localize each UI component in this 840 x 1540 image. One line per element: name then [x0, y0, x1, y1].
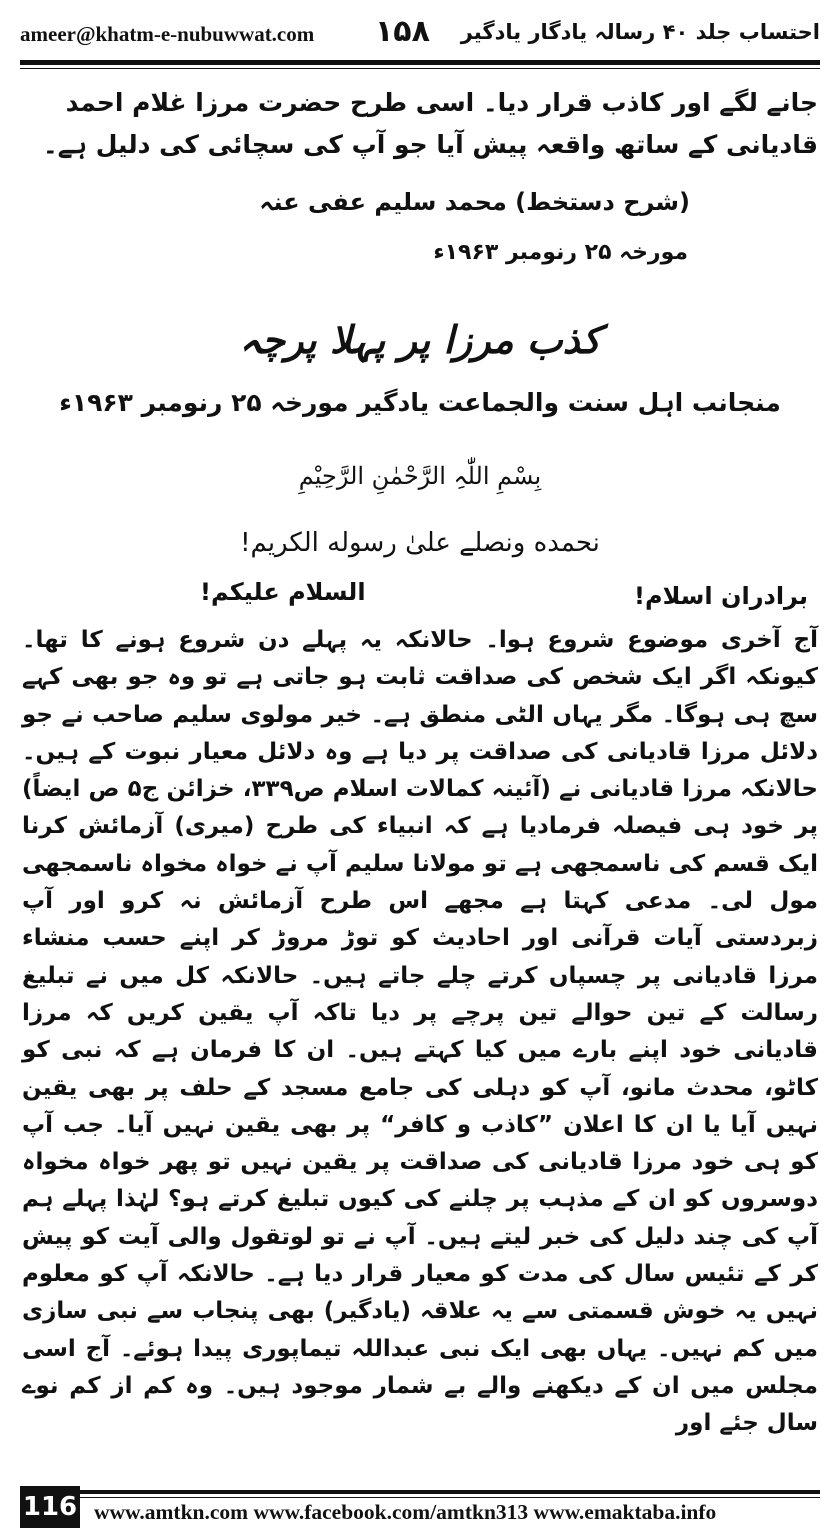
intro-paragraph: جانے لگے اور کاذب قرار دیا۔ اسی طرح حضرت مرزا غلام احمد قادیانی کے ساتھ واقعہ پیش آیا جو آپ کی سچائی کی دلیل ہے۔	[43, 88, 818, 159]
footer-rule-thin	[80, 1497, 820, 1498]
footer-rule-thick	[80, 1490, 820, 1494]
greeting-brothers: برادران اسلام!	[634, 582, 808, 610]
signature-date: مورخہ ۲۵ رنومبر ۱۹۶۳ء	[433, 240, 688, 265]
footer-urls[interactable]: www.amtkn.com www.facebook.com/amtkn313 www.emaktaba.info	[94, 1500, 717, 1524]
greeting-salam: السلام علیکم!	[200, 578, 366, 606]
header-email[interactable]: ameer@khatm-e-nubuwwat.com	[20, 22, 315, 46]
page-footer	[20, 1486, 820, 1528]
signature-line: (شرح دستخط) محمد سلیم عفی عنہ	[259, 188, 690, 216]
section-subtitle: منجانب اہل سنت والجماعت یادگیر مورخہ ۲۵ رنومبر ۱۹۶۳ء	[59, 388, 781, 417]
header-book-title: احتساب جلد ۴۰ رسالہ یادگار یادگیر	[460, 20, 820, 44]
section-title: کذب مرزا پر پہلا پرچہ	[239, 318, 601, 362]
header-rule-thin	[20, 68, 820, 69]
hamd-line: نحمده ونصلے علیٰ رسوله الکریم!	[240, 528, 600, 558]
header-page-number: ۱۵۸	[375, 14, 430, 49]
footer-page-number: 116	[20, 1486, 80, 1528]
bismillah: بِسْمِ اللّٰہِ الرَّحْمٰنِ الرَّحِیْمِ	[298, 462, 542, 490]
page-header	[20, 14, 820, 54]
body-paragraph: آج آخری موضوع شروع ہوا۔ حالانکہ یہ پہلے دن شروع ہونے کا تھا۔ کیونکہ اگر ایک شخص کی صداقت ثابت ہو جاتی ہے تو وہ جو بھی کہے سچ ہی ہوگا۔ مگر یہاں الٹی منطق ہے۔ خیر مولوی سلیم صاحب نے جو دلائل مرزا قادیانی کی صداقت پر دیا ہے وہ دلائل معیار نبوت کے ہیں۔ حالانکہ مرزا قادیانی نے (آئینہ کمالات اسلام ص۳۳۹، خزائن ج۵ ص ایضاً) پر خود ہی فیصلہ فرمادیا ہے کہ انبیاء کی طرح (میری) آزمائش کرنا ایک قسم کی ناسمجھی ہے تو مولانا سلیم آپ نے خواہ مخواہ ناسمجھی مول لی۔ مدعی کہتا ہے مجھے اس طرح آزمائش نہ کرو اور آپ زبردستی آیات قرآنی اور احادیث کو توڑ مروڑ کر اپنے حسب منشاء مرزا قادیانی پر چسپاں کرتے چلے جاتے ہیں۔ حالانکہ کل میں نے تبلیغ رسالت کے تین حوالے تین پرچے پر دیا تاکہ آپ یقین کریں کہ مرزا قادیانی خود اپنے بارے میں کیا کہتے ہیں۔ ان کا فرمان ہے کہ نبی کو کاٹو، محدث مانو، آپ کو دہلی کی جامع مسجد کے حلف پر بھی یقین نہیں آیا یا ان کا اعلان ”کاذب و کافر“ پر بھی یقین نہیں آیا۔ جب آپ کو ہی خود مرزا قادیانی کی صداقت پر یقین نہیں تو پھر خواہ مخواہ دوسروں کو ان کے مذہب پر چلنے کی کیوں تبلیغ کرتے ہو؟ لہٰذا پہلے ہم آپ کی چند دلیل کی خبر لیتے ہیں۔ آپ نے تو لوتقول والی آیت کو پیش کر کے تئیس سال کی مدت کو معیار قرار دیا ہے۔ حالانکہ آپ کو معلوم نہیں یہ خوش قسمتی سے یہ علاقہ (یادگیر) بھی پنجاب سے نبی سازی میں کم نہیں۔ یہاں بھی ایک نبی عبداللہ تیماپوری پیدا ہوئے۔ آج اسی مجلس میں ان کے دیکھنے والے بے شمار موجود ہیں۔ وہ کم از کم نوے سال جئے اور	[22, 627, 818, 1437]
header-rule-thick	[20, 60, 820, 65]
body-text	[22, 622, 818, 1443]
